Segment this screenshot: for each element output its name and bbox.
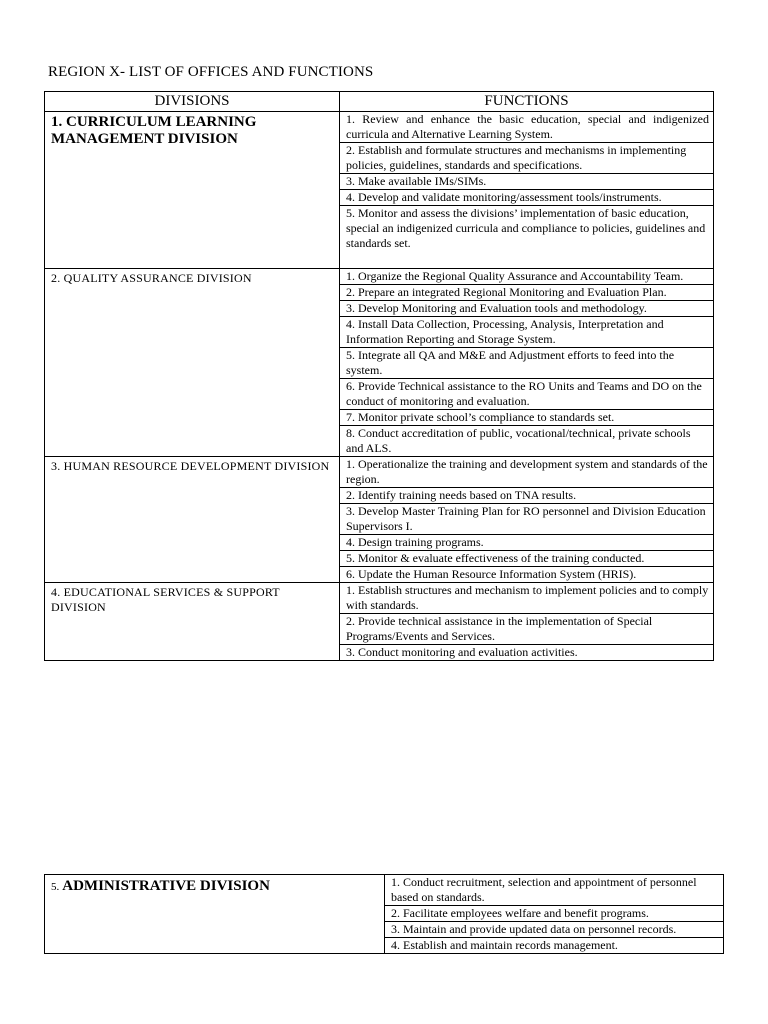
division-name-cell: [45, 112, 340, 269]
function-cell: 5. Monitor and assess the divisions’ implementation of basic education, special an indigenized curricula and compliance to policies, guidelines and standards set.: [340, 206, 714, 269]
function-cell: 3. Maintain and provide updated data on personnel records.: [385, 922, 724, 938]
function-cell: 6. Update the Human Resource Information System (HRIS).: [340, 567, 714, 583]
function-cell: 1. Establish structures and mechanism to implement policies and to comply with standards.: [340, 583, 714, 614]
division-name-cell: [45, 875, 385, 954]
function-cell: 4. Develop and validate monitoring/assessment tools/instruments.: [340, 190, 714, 206]
functions-column-header: FUNCTIONS: [340, 92, 714, 112]
table-row: [45, 112, 714, 143]
function-cell: 3. Conduct monitoring and evaluation activities.: [340, 645, 714, 661]
table-row: [45, 457, 714, 488]
table-row: [45, 269, 714, 285]
function-cell: 1. Conduct recruitment, selection and appointment of personnel based on standards.: [385, 875, 724, 906]
offices-functions-table: [44, 91, 714, 661]
function-cell: 1. Organize the Regional Quality Assurance and Accountability Team.: [340, 269, 714, 285]
table-row: [45, 583, 714, 614]
function-cell: 1. Operationalize the training and development system and standards of the region.: [340, 457, 714, 488]
function-cell: 5. Integrate all QA and M&E and Adjustment efforts to feed into the system.: [340, 348, 714, 379]
function-cell: 2. Facilitate employees welfare and benefit programs.: [385, 906, 724, 922]
division-name-human-resource: 3. HUMAN RESOURCE DEVELOPMENT DIVISION: [51, 459, 330, 473]
divisions-column-header: DIVISIONS: [45, 92, 340, 112]
function-cell: 2. Prepare an integrated Regional Monitoring and Evaluation Plan.: [340, 285, 714, 301]
function-cell: 4. Establish and maintain records management.: [385, 938, 724, 954]
function-cell: 5. Monitor & evaluate effectiveness of the training conducted.: [340, 551, 714, 567]
document-title: REGION X- LIST OF OFFICES AND FUNCTIONS: [48, 64, 374, 80]
function-cell: 7. Monitor private school’s compliance to standards set.: [340, 410, 714, 426]
function-cell: 3. Make available IMs/SIMs.: [340, 174, 714, 190]
division-name-quality-assurance: 2. QUALITY ASSURANCE DIVISION: [51, 271, 252, 285]
table-header-row: [45, 92, 714, 112]
function-cell: 2. Establish and formulate structures and mechanisms in implementing policies, guidelines, standards and specifications.: [340, 143, 714, 174]
division-name-curriculum: 1. CURRICULUM LEARNING MANAGEMENT DIVISION: [51, 114, 257, 147]
function-cell: 4. Design training programs.: [340, 535, 714, 551]
division-name-cell: [45, 269, 340, 457]
division-number: 5.: [51, 881, 60, 893]
division-name-cell: [45, 583, 340, 661]
function-cell: 4. Install Data Collection, Processing, Analysis, Interpretation and Information Reporting and Storage System.: [340, 317, 714, 348]
division-name-educational-services: 4. EDUCATIONAL SERVICES & SUPPORT DIVISION: [51, 585, 280, 614]
function-cell: 2. Identify training needs based on TNA results.: [340, 488, 714, 504]
function-cell: 2. Provide technical assistance in the implementation of Special Programs/Events and Services.: [340, 614, 714, 645]
function-cell: 6. Provide Technical assistance to the RO Units and Teams and DO on the conduct of monitoring and evaluation.: [340, 379, 714, 410]
function-cell: 8. Conduct accreditation of public, vocational/technical, private schools and ALS.: [340, 426, 714, 457]
administrative-division-table: [44, 874, 724, 954]
division-name-cell: [45, 457, 340, 583]
table-row: [45, 875, 724, 906]
function-cell: 1. Review and enhance the basic education, special and indigenized curricula and Alternative Learning System.: [340, 112, 714, 143]
division-name-administrative: ADMINISTRATIVE DIVISION: [62, 878, 270, 894]
function-cell: 3. Develop Master Training Plan for RO personnel and Division Education Supervisors I.: [340, 504, 714, 535]
function-cell: 3. Develop Monitoring and Evaluation tools and methodology.: [340, 301, 714, 317]
